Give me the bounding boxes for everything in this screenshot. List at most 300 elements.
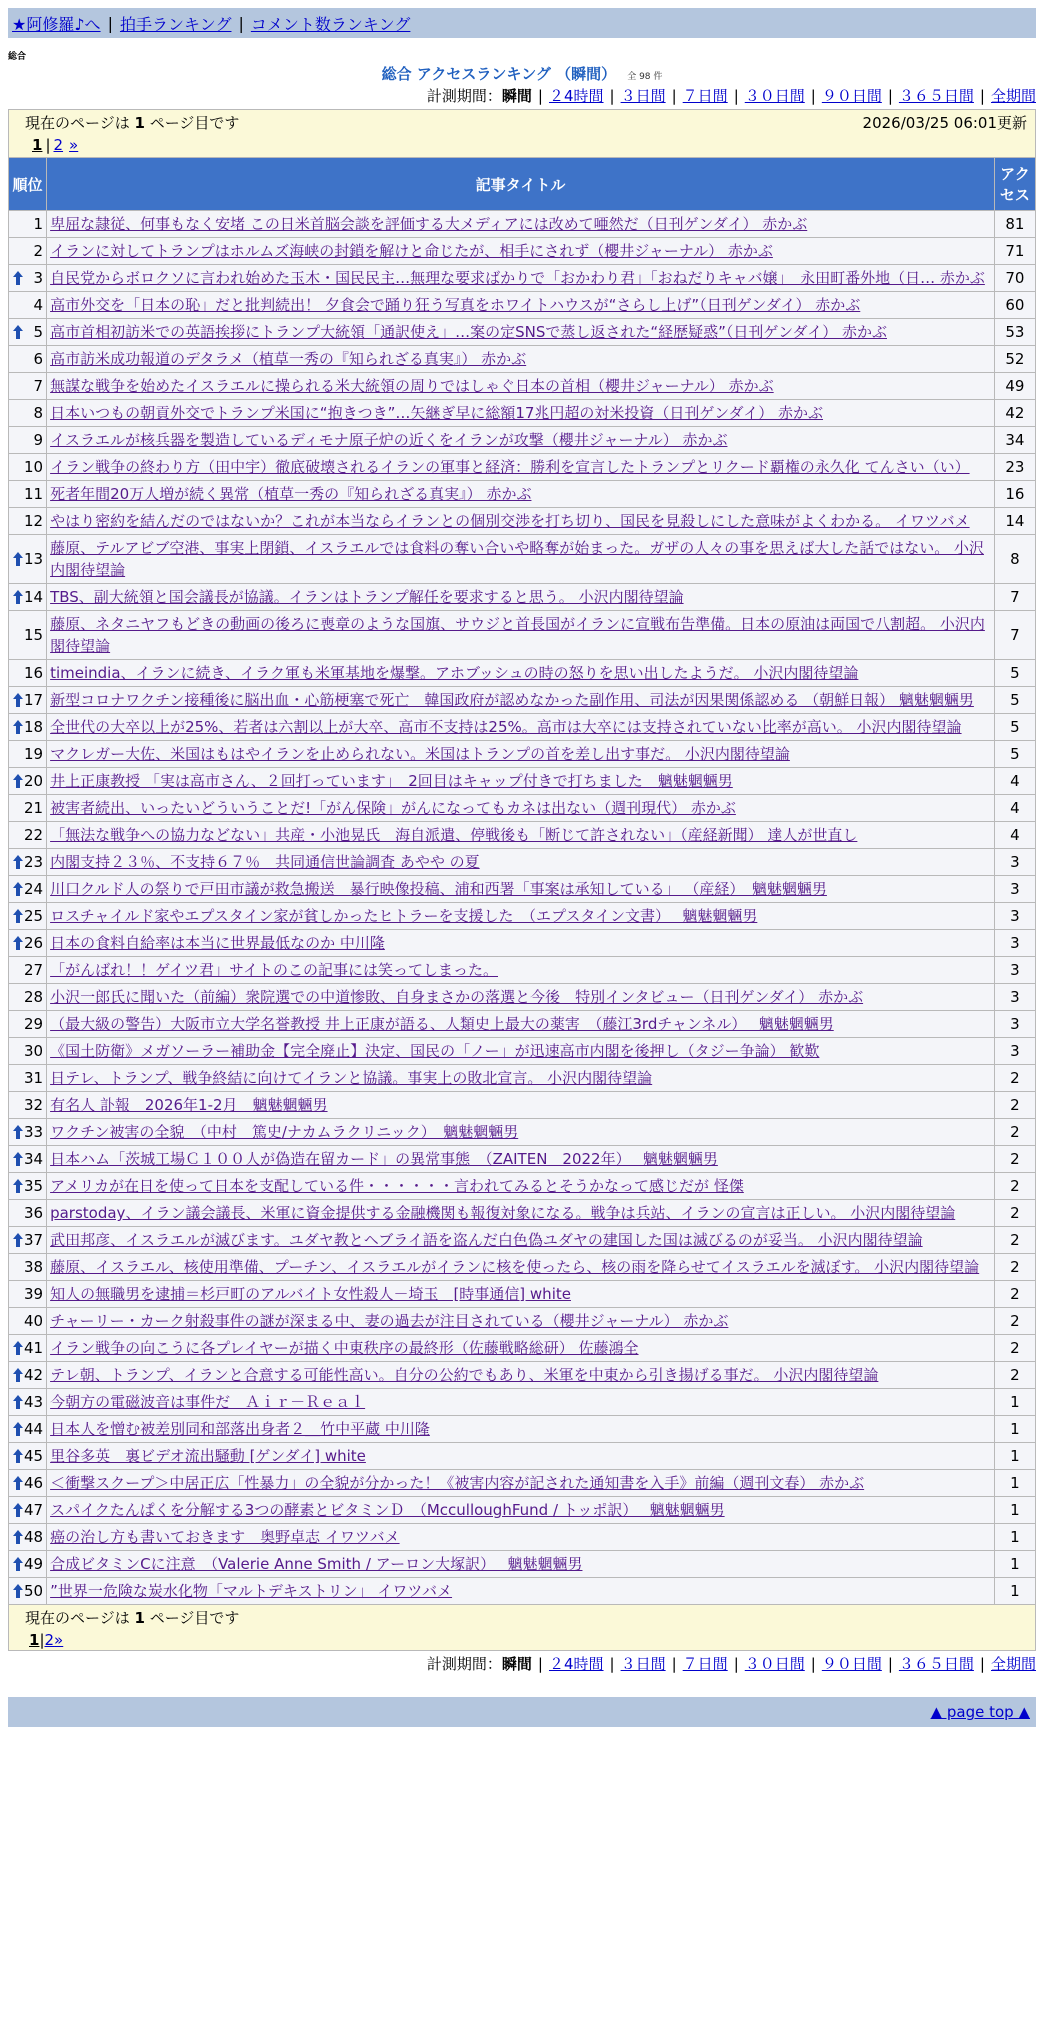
rank-up-arrow-icon	[13, 1233, 23, 1247]
article-link[interactable]: マクレガー大佐、米国はもはやイランを止められない。米国はトランプの首を差し出す事だ。 小沢内閣待望論	[50, 745, 790, 763]
access-count: 53	[995, 319, 1035, 345]
table-row	[9, 930, 1035, 956]
rank-number: 35	[24, 1177, 44, 1195]
rank-number: 33	[24, 1123, 44, 1141]
period-link-6[interactable]: 全期間	[990, 1655, 1036, 1673]
rank-cell	[9, 1578, 46, 1604]
rank-number: 43	[24, 1393, 44, 1411]
next-page-link[interactable]: »	[69, 136, 79, 154]
period-separator: |	[537, 1655, 543, 1673]
rank-number: 41	[24, 1339, 44, 1357]
article-link[interactable]: 卑屈な隷従、何事もなく安堵 この日米首脳会談を評価する大メディアには改めて唖然だ（日刊ゲンダイ） 赤かぶ	[50, 215, 808, 233]
table-row	[9, 1389, 1035, 1415]
table-row	[9, 1551, 1035, 1577]
article-link[interactable]: やはり密約を結んだのではないか？これが本当ならイランとの個別交渉を打ち切り、国民を見殺しにした意味がよくわかる。 イワツバメ	[50, 512, 970, 530]
rank-number: 31	[24, 1069, 44, 1087]
rank-number: 49	[24, 1555, 44, 1573]
rank-up-arrow-icon	[13, 1125, 23, 1139]
pager-suffix: ページ目です	[149, 114, 240, 132]
article-link[interactable]: 小沢一郎氏に聞いた（前編）衆院選での中道惨敗、自身まさかの落選と今後 特別インタビュー（日刊ゲンダイ） 赤かぶ	[50, 988, 864, 1006]
title-cell	[47, 1335, 994, 1361]
article-link[interactable]: 藤原、テルアビブ空港、事実上閉鎖、イスラエルでは食料の奪い合いや略奪が始まった。ガザの人々の事を思えば大した話ではない。 小沢内閣待望論	[50, 539, 984, 579]
table-header-row	[9, 158, 1035, 210]
rank-cell	[9, 346, 46, 372]
rank-cell	[9, 319, 46, 345]
article-link[interactable]: ”世界一危険な炭水化物「マルトデキストリン」 イワツバメ	[50, 1582, 453, 1600]
page-current: 1	[29, 1631, 40, 1649]
article-link[interactable]: 川口クルド人の祭りで戸田市議が救急搬送 暴行映像投稿、浦和西署「事案は承知している」 （産経） 魑魅魍魎男	[50, 880, 827, 898]
rank-up-arrow-icon	[13, 1584, 23, 1598]
table-row	[9, 957, 1035, 983]
access-count: 60	[995, 292, 1035, 318]
pager-current-page: 1	[134, 1609, 145, 1627]
table-row	[9, 1011, 1035, 1037]
article-link[interactable]: 日本いつもの朝貢外交でトランプ米国に“抱きつき”…矢継ぎ早に総額17兆円超の対米投資（日刊ゲンダイ） 赤かぶ	[50, 404, 823, 422]
pager-links-bottom: 1|2»	[29, 1631, 64, 1649]
rank-number: 45	[24, 1447, 44, 1465]
rank-cell	[9, 238, 46, 264]
access-count: 23	[995, 454, 1035, 480]
title-cell	[47, 1038, 994, 1064]
title-cell	[47, 400, 994, 426]
article-link[interactable]: 日本人を憎む被差別同和部落出身者２＿竹中平蔵 中川隆	[50, 1420, 430, 1438]
article-link[interactable]: 全世代の大卒以上が25%、若者は六割以上が大卒、高市不支持は25%。高市は大卒には支持されていない比率が高い。 小沢内閣待望論	[50, 718, 962, 736]
access-count: 34	[995, 427, 1035, 453]
table-row	[9, 611, 1035, 659]
footer-bar	[8, 1697, 1036, 1727]
title-cell	[47, 535, 994, 583]
rank-cell	[9, 1200, 46, 1226]
access-count: 3	[995, 903, 1035, 929]
rank-cell	[9, 454, 46, 480]
rank-up-arrow-icon	[13, 909, 23, 923]
rank-cell	[9, 1443, 46, 1469]
article-link[interactable]: 死者年間20万人増が続く異常（植草一秀の『知られざる真実』） 赤かぶ	[50, 485, 532, 503]
article-link[interactable]: チャーリー・カーク射殺事件の謎が深まる中、妻の過去が注目されている（櫻井ジャーナル） 赤かぶ	[50, 1312, 729, 1330]
article-link[interactable]: 《国土防衛》メガソーラー補助金【完全廃止】決定、国民の「ノー」が迅速高市内閣を後押し（タジー争論） 歓歎	[50, 1042, 820, 1060]
title-cell	[47, 1119, 994, 1145]
title-cell	[47, 265, 994, 291]
period-link-2[interactable]: ７日間	[682, 87, 728, 105]
rank-cell	[9, 1119, 46, 1145]
rank-up-arrow-icon	[13, 1503, 23, 1517]
rank-up-arrow-icon	[13, 1422, 23, 1436]
total-count: 全 98 件	[627, 72, 663, 82]
pager-current-page: 1	[134, 114, 145, 132]
rank-cell	[9, 584, 46, 610]
pager-links: 1 | 2 »	[32, 136, 79, 154]
title-cell	[47, 876, 994, 902]
access-count: 5	[995, 687, 1035, 713]
table-row	[9, 1470, 1035, 1496]
period-separator: |	[810, 1655, 816, 1673]
title-cell	[47, 930, 994, 956]
table-row	[9, 454, 1035, 480]
period-link-5[interactable]: ３６５日間	[898, 1655, 974, 1673]
rank-cell	[9, 930, 46, 956]
article-link[interactable]: イラン戦争の終わり方（田中宇）徹底破壊されるイランの軍事と経済：勝利を宣言したトランプとリクード覇権の永久化 てんさい（い）	[50, 458, 970, 476]
top-nav-bar	[8, 8, 1036, 38]
rank-number: 25	[24, 907, 44, 925]
access-count: 2	[995, 1254, 1035, 1280]
rank-number: 2	[33, 242, 44, 260]
rank-cell	[9, 1173, 46, 1199]
title-cell	[47, 481, 994, 507]
table-row	[9, 1227, 1035, 1253]
rank-number: 5	[33, 323, 44, 341]
ranking-table	[8, 157, 1036, 1605]
rank-up-arrow-icon	[13, 1476, 23, 1490]
rank-number: 12	[24, 512, 44, 530]
article-link[interactable]: 日テレ、トランプ、戦争終結に向けてイランと協議。事実上の敗北宣言。 小沢内閣待望論	[50, 1069, 653, 1087]
access-count: 1	[995, 1497, 1035, 1523]
col-access-header: アクセス	[995, 158, 1035, 210]
table-row	[9, 481, 1035, 507]
rank-number: 36	[24, 1204, 44, 1222]
comment-ranking-link[interactable]: コメント数ランキング	[250, 14, 411, 34]
access-count: 81	[995, 211, 1035, 237]
rank-up-arrow-icon	[13, 590, 23, 604]
table-row	[9, 1335, 1035, 1361]
article-link[interactable]: 新型コロナワクチン接種後に脳出血・心筋梗塞で死亡 韓国政府が認めなかった副作用、司法が因果関係認める （朝鮮日報） 魑魅魍魎男	[50, 691, 974, 709]
rank-cell	[9, 292, 46, 318]
title-cell	[47, 1011, 994, 1037]
rank-cell	[9, 1227, 46, 1253]
access-count: 1	[995, 1443, 1035, 1469]
rank-cell	[9, 508, 46, 534]
article-link[interactable]: 高市訪米成功報道のデタラメ（植草一秀の『知られざる真実』） 赤かぶ	[50, 350, 527, 368]
rank-number: 40	[24, 1312, 44, 1330]
access-count: 52	[995, 346, 1035, 372]
rank-cell	[9, 1389, 46, 1415]
rank-number: 32	[24, 1096, 44, 1114]
title-cell	[47, 346, 994, 372]
table-row	[9, 1146, 1035, 1172]
table-row	[9, 876, 1035, 902]
rank-number: 44	[24, 1420, 44, 1438]
title-cell	[47, 795, 994, 821]
article-link[interactable]: アメリカが在日を使って日本を支配している件・・・・・・言われてみるとそうかなって感じだが 怪傑	[50, 1177, 744, 1195]
rank-number: 4	[33, 296, 44, 314]
rank-cell	[9, 373, 46, 399]
period-current: 瞬間	[501, 87, 532, 105]
period-link-4[interactable]: ９０日間	[821, 1655, 882, 1673]
period-separator: |	[671, 1655, 677, 1673]
rank-number: 26	[24, 934, 44, 952]
period-link-4[interactable]: ９０日間	[821, 87, 882, 105]
table-row	[9, 265, 1035, 291]
rank-up-arrow-icon	[13, 693, 23, 707]
title-cell	[47, 1146, 994, 1172]
article-link[interactable]: 「無法な戦争への協力などない」共産・小池晃氏 海自派遣、停戦後も「断じて許されない」（産経新聞） 達人が世直し	[50, 826, 858, 844]
rank-cell	[9, 481, 46, 507]
rank-number: 3	[33, 269, 44, 287]
article-link[interactable]: 「がんばれ！！ゲイツ君」サイトのこの記事には笑ってしまった。	[50, 961, 498, 979]
access-count: 5	[995, 660, 1035, 686]
title-cell	[47, 238, 994, 264]
table-row	[9, 768, 1035, 794]
rank-up-arrow-icon	[13, 1368, 23, 1382]
access-count: 3	[995, 1011, 1035, 1037]
rank-number: 18	[24, 718, 44, 736]
access-count: 2	[995, 1335, 1035, 1361]
article-link[interactable]: 武田邦彦、イスラエルが滅びます。ユダヤ教とヘブライ語を盗んだ白色偽ユダヤの建国した国は滅びるのが妥当。 小沢内閣待望論	[50, 1231, 923, 1249]
access-count: 16	[995, 481, 1035, 507]
article-link[interactable]: イラン戦争の向こうに各プレイヤーが描く中東秩序の最終形（佐藤戦略総研） 佐藤鴻全	[50, 1339, 639, 1357]
home-link[interactable]: ★阿修羅♪へ	[12, 14, 101, 34]
article-link[interactable]: 知人の無職男を逮捕＝杉戸町のアルバイト女性殺人－埼玉 [時事通信] white	[50, 1285, 571, 1303]
rank-cell	[9, 822, 46, 848]
rank-cell	[9, 611, 46, 659]
rank-number: 1	[33, 215, 44, 233]
table-row	[9, 584, 1035, 610]
table-row	[9, 660, 1035, 686]
period-link-1[interactable]: ３日間	[620, 87, 666, 105]
access-count: 3	[995, 930, 1035, 956]
article-link[interactable]: （最大級の警告）大阪市立大学名誉教授 井上正康が語る、人類史上最大の薬害 （藤江3rdチャンネル） 魑魅魍魎男	[50, 1015, 834, 1033]
article-link[interactable]: イスラエルが核兵器を製造しているディモナ原子炉の近くをイランが攻撃（櫻井ジャーナル） 赤かぶ	[50, 431, 728, 449]
rank-cell	[9, 849, 46, 875]
table-row	[9, 741, 1035, 767]
rank-cell	[9, 400, 46, 426]
title-cell	[47, 741, 994, 767]
rank-up-arrow-icon	[13, 552, 23, 566]
category-tag: 総合	[8, 52, 27, 62]
rank-cell	[9, 1497, 46, 1523]
access-count: 4	[995, 822, 1035, 848]
access-count: 1	[995, 1470, 1035, 1496]
article-link[interactable]: イランに対してトランプはホルムズ海峡の封鎖を解けと命じたが、相手にされず（櫻井ジャーナル） 赤かぶ	[50, 242, 773, 260]
access-count: 1	[995, 1416, 1035, 1442]
table-row	[9, 1416, 1035, 1442]
rank-number: 7	[33, 377, 44, 395]
access-count: 42	[995, 400, 1035, 426]
rank-number: 21	[24, 799, 44, 817]
rank-cell	[9, 876, 46, 902]
rank-up-arrow-icon	[13, 1341, 23, 1355]
rank-number: 46	[24, 1474, 44, 1492]
article-link[interactable]: 有名人 訃報 2026年1-2月 魑魅魍魎男	[50, 1096, 328, 1114]
rank-cell	[9, 903, 46, 929]
rank-number: 48	[24, 1528, 44, 1546]
access-count: 8	[995, 535, 1035, 583]
period-link-3[interactable]: ３０日間	[744, 1655, 805, 1673]
rank-cell	[9, 1470, 46, 1496]
rank-up-arrow-icon	[13, 1395, 23, 1409]
period-link-0[interactable]: ２4時間	[548, 1655, 604, 1673]
period-label: 計測期間：	[426, 87, 502, 105]
article-link[interactable]: 今朝方の電磁波音は事件だ Ａｉｒ－Ｒｅａｌ	[50, 1393, 366, 1411]
rank-number: 20	[24, 772, 44, 790]
article-link[interactable]: テレ朝、トランプ、イランと合意する可能性高い。自分の公約でもあり、米軍を中東から引き揚げる事だ。 小沢内閣待望論	[50, 1366, 879, 1384]
title-cell	[47, 508, 994, 534]
article-link[interactable]: 癌の治し方も書いておきます 奥野卓志 イワツバメ	[50, 1528, 400, 1546]
title-cell	[47, 373, 994, 399]
title-cell	[47, 957, 994, 983]
pager-prefix: 現在のページは	[25, 114, 130, 132]
rank-cell	[9, 1281, 46, 1307]
access-count: 3	[995, 1038, 1035, 1064]
applause-ranking-link[interactable]: 拍手ランキング	[119, 14, 232, 34]
rank-cell	[9, 1551, 46, 1577]
period-link-1[interactable]: ３日間	[620, 1655, 666, 1673]
rank-cell	[9, 984, 46, 1010]
article-link[interactable]: スパイクたんぱくを分解する3つの酵素とビタミンＤ （McculloughFund / トッポ訳） 魑魅魍魎男	[50, 1501, 725, 1519]
article-link[interactable]: TBS、副大統領と国会議長が協議。イランはトランプ解任を要求すると思う。 小沢内閣待望論	[50, 588, 684, 606]
article-link[interactable]: parstoday、イラン議会議長、米軍に資金提供する金融機関も報復対象になる。戦争は兵站、イランの宣言は正しい。 小沢内閣待望論	[50, 1204, 956, 1222]
rank-cell	[9, 714, 46, 740]
rank-number: 13	[24, 550, 44, 568]
rank-number: 17	[24, 691, 44, 709]
period-selector	[8, 85, 1036, 109]
period-link-3[interactable]: ３０日間	[744, 87, 805, 105]
article-link[interactable]: 無謀な戦争を始めたイスラエルに操られる米大統領の周りではしゃぐ日本の首相（櫻井ジャーナル） 赤かぶ	[50, 377, 774, 395]
rank-cell	[9, 795, 46, 821]
rank-number: 16	[24, 664, 44, 682]
article-link[interactable]: 内閣支持２３％、不支持６７％ 共同通信世論調査 あやや の夏	[50, 853, 480, 871]
access-count: 2	[995, 1119, 1035, 1145]
table-row	[9, 427, 1035, 453]
article-link[interactable]: ロスチャイルド家やエプスタイン家が貧しかったヒトラーを支援した （エプスタイン文書） 魑魅魍魎男	[50, 907, 758, 925]
article-link[interactable]: ＜衝撃スクープ＞中居正広「性暴力」の全貌が分かった！《被害内容が記された通知書を入手》前編（週刊文春） 赤かぶ	[50, 1474, 865, 1492]
article-link[interactable]: 井上正康教授 「実は高市さん、２回打っています」 2回目はキャップ付きで打ちました 魑魅魍魎男	[50, 772, 733, 790]
article-link[interactable]: 日本の食料自給率は本当に世界最低なのか 中川隆	[50, 934, 385, 952]
rank-up-arrow-icon	[13, 1179, 23, 1193]
rank-cell	[9, 741, 46, 767]
article-link[interactable]: ワクチン被害の全貌 （中村 篤史/ナカムラクリニック） 魑魅魍魎男	[50, 1123, 519, 1141]
rank-cell	[9, 1038, 46, 1064]
article-link[interactable]: 里谷多英 裏ビデオ流出騒動 [ゲンダイ] white	[50, 1447, 366, 1465]
access-count: 71	[995, 238, 1035, 264]
pager-status	[25, 112, 239, 134]
article-link[interactable]: 自民党からボロクソに言われ始めた玉木・国民民主…無理な要求ばかりで「おかわり君」「おねだりキャバ嬢」 永田町番外地（日… 赤かぶ	[50, 269, 985, 287]
table-row	[9, 508, 1035, 534]
table-row	[9, 714, 1035, 740]
table-row	[9, 795, 1035, 821]
rank-cell	[9, 1254, 46, 1280]
rank-up-arrow-icon	[13, 1449, 23, 1463]
access-count: 5	[995, 714, 1035, 740]
rank-number: 23	[24, 853, 44, 871]
rank-cell	[9, 660, 46, 686]
rank-cell	[9, 1011, 46, 1037]
title-cell	[47, 1497, 994, 1523]
title-cell	[47, 1551, 994, 1577]
article-link[interactable]: 高市外交を「日本の恥」だと批判続出！ 夕食会で踊り狂う写真をホワイトハウスが“さらし上げ”（日刊ゲンダイ） 赤かぶ	[50, 296, 861, 314]
article-link[interactable]: 日本ハム「茨城工場Ｃ１００人が偽造在留カード」の異常事態 （ZAITEN 2022年） 魑魅魍魎男	[50, 1150, 718, 1168]
table-row	[9, 1200, 1035, 1226]
rank-number: 50	[24, 1582, 44, 1600]
title-cell	[47, 768, 994, 794]
access-count: 2	[995, 1308, 1035, 1334]
access-count: 2	[995, 1146, 1035, 1172]
pager-status-bottom	[25, 1609, 239, 1627]
rank-number: 39	[24, 1285, 44, 1303]
access-count: 1	[995, 1389, 1035, 1415]
page-2-link[interactable]: 2	[44, 1631, 55, 1649]
access-count: 3	[995, 876, 1035, 902]
rank-number: 19	[24, 745, 44, 763]
ranking-heading	[8, 63, 1036, 85]
article-link[interactable]: 被害者続出、いったいどういうことだ!「がん保険」がんになってもカネは出ない（週刊現代） 赤かぶ	[50, 799, 736, 817]
title-cell	[47, 292, 994, 318]
col-rank-header: 順位	[9, 158, 46, 210]
period-link-0[interactable]: ２4時間	[548, 87, 604, 105]
access-count: 3	[995, 849, 1035, 875]
access-count: 5	[995, 741, 1035, 767]
rank-number: 6	[33, 350, 44, 368]
rank-number: 8	[33, 404, 44, 422]
rank-up-arrow-icon	[13, 271, 23, 285]
rank-number: 22	[24, 826, 44, 844]
next-page-link[interactable]: »	[54, 1631, 64, 1649]
table-row	[9, 535, 1035, 583]
access-count: 2	[995, 1362, 1035, 1388]
rank-cell	[9, 1362, 46, 1388]
rank-up-arrow-icon	[13, 325, 23, 339]
title-cell	[47, 1578, 994, 1604]
rank-cell	[9, 768, 46, 794]
table-row	[9, 984, 1035, 1010]
period-link-5[interactable]: ３６５日間	[898, 87, 974, 105]
page-2-link[interactable]: 2	[53, 136, 64, 154]
table-row	[9, 849, 1035, 875]
title-cell	[47, 319, 994, 345]
article-link[interactable]: 藤原、ネタニヤフもどきの動画の後ろに喪章のような国旗、サウジと首長国がイランに宣戦布告準備。日本の原油は両国で八割超。 小沢内閣待望論	[50, 615, 985, 655]
article-link[interactable]: 藤原、イスラエル、核使用準備、プーチン、イスラエルがイランに核を使ったら、核の雨を降らせてイスラエルを滅ぼす。 小沢内閣待望論	[50, 1258, 980, 1276]
rank-number: 34	[24, 1150, 44, 1168]
access-count: 4	[995, 768, 1035, 794]
pager-top	[8, 109, 1036, 157]
rank-up-arrow-icon	[13, 774, 23, 788]
rank-cell	[9, 265, 46, 291]
title-cell	[47, 1524, 994, 1550]
title-cell	[47, 1092, 994, 1118]
title-cell	[47, 1362, 994, 1388]
table-row	[9, 400, 1035, 426]
period-link-6[interactable]: 全期間	[990, 87, 1036, 105]
table-row	[9, 687, 1035, 713]
rank-number: 11	[24, 485, 44, 503]
page-top-link[interactable]: ▲ page top ▲	[930, 1703, 1030, 1721]
rank-cell	[9, 687, 46, 713]
article-link[interactable]: 高市首相初訪米での英語挨拶にトランプ大統領「通訳使え」…案の定SNSで蒸し返された“経歴疑惑”（日刊ゲンダイ） 赤かぶ	[50, 323, 887, 341]
nav-separator: |	[238, 13, 244, 33]
article-link[interactable]: timeindia、イランに続き、イラク軍も米軍基地を爆撃。アホブッシュの時の怒りを思い出したようだ。 小沢内閣待望論	[50, 664, 859, 682]
access-count: 4	[995, 795, 1035, 821]
title-cell	[47, 1254, 994, 1280]
access-count: 49	[995, 373, 1035, 399]
rank-number: 30	[24, 1042, 44, 1060]
title-cell	[47, 454, 994, 480]
period-separator: |	[671, 87, 677, 105]
rank-cell	[9, 1146, 46, 1172]
rank-up-arrow-icon	[13, 936, 23, 950]
period-link-2[interactable]: ７日間	[682, 1655, 728, 1673]
period-separator: |	[609, 1655, 615, 1673]
rank-number: 14	[24, 588, 44, 606]
title-cell	[47, 984, 994, 1010]
access-count: 2	[995, 1092, 1035, 1118]
article-link[interactable]: 合成ビタミンCに注意 （Valerie Anne Smith / アーロン大塚訳） 魑魅魍魎男	[50, 1555, 583, 1573]
title-cell	[47, 1389, 994, 1415]
rank-number: 28	[24, 988, 44, 1006]
rank-cell	[9, 1335, 46, 1361]
table-row	[9, 1524, 1035, 1550]
access-count: 2	[995, 1281, 1035, 1307]
title-cell	[47, 849, 994, 875]
title-cell	[47, 1173, 994, 1199]
